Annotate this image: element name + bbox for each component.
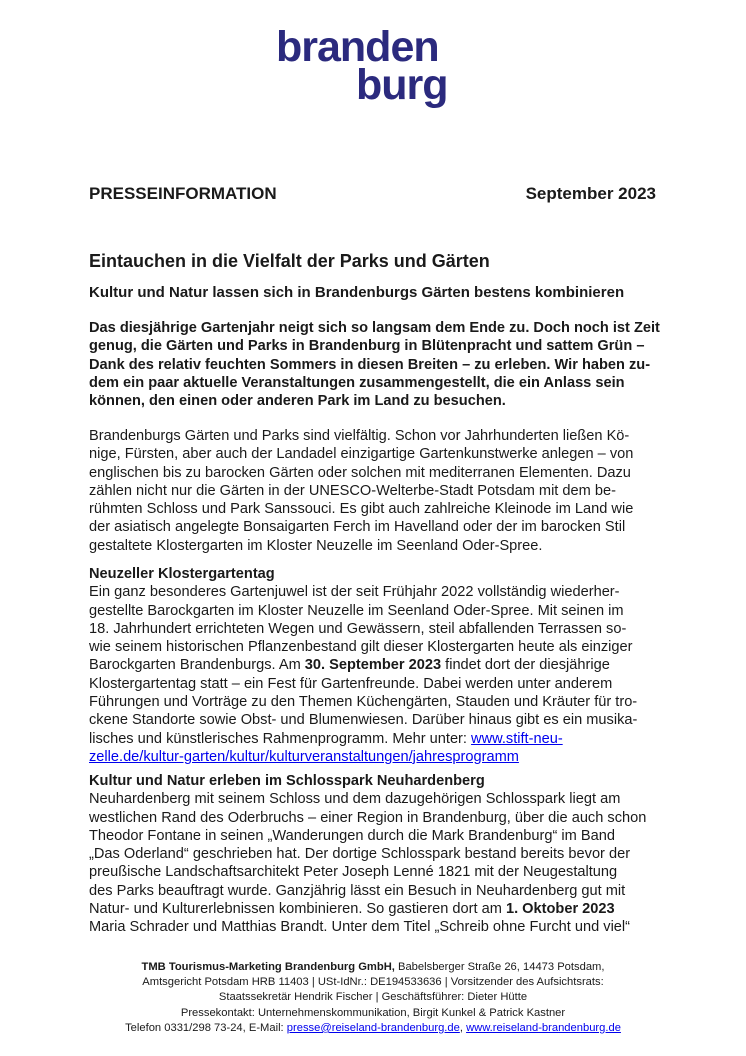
- text-line: [89, 500, 669, 518]
- body-paragraph: [89, 427, 669, 555]
- text-line: [0, 990, 746, 1005]
- text: 18. Jahrhundert errichteten Wegen und Gewässern, steil abfallenden Terrassen so-: [89, 620, 627, 637]
- text-line: [89, 918, 669, 936]
- text: Maria Schrader und Matthias Brandt. Unter dem Titel „Schreib ohne Furcht und viel“: [89, 919, 631, 936]
- text-line: [89, 620, 669, 638]
- brandenburg-logo: [276, 23, 448, 109]
- text: Brandenburgs Gärten und Parks sind vielfältig. Schon vor Jahrhunderten ließen Kö-: [89, 428, 630, 444]
- text-line: [89, 464, 669, 482]
- text-line: [89, 537, 669, 555]
- bold-text: genug, die Gärten und Parks in Brandenburg in Blütenpracht und sattem Grün –: [89, 338, 645, 355]
- text-line: [0, 1021, 746, 1036]
- text: ,: [459, 1021, 467, 1034]
- text: Neuhardenberg mit seinem Schloss und dem dazugehörigen Schlosspark liegt am: [89, 791, 621, 808]
- link[interactable]: presse@reiseland-brandenburg.de: [286, 1021, 460, 1034]
- text-line: [89, 790, 669, 808]
- text: gestaltete Klostergarten im Kloster Neuzelle im Seenland Oder-Spree.: [89, 537, 543, 554]
- text-line: [89, 845, 669, 863]
- text-line: [89, 319, 669, 337]
- text-line: [0, 1006, 746, 1021]
- text: zählen nicht nur die Gärten in der UNESCO-Welterbe-Stadt Potsdam mit dem be-: [89, 482, 616, 499]
- text-line: [89, 445, 669, 463]
- document-date: September 2023: [525, 184, 656, 203]
- text-line: [89, 482, 669, 500]
- text-line: [89, 772, 669, 790]
- text: nige, Fürsten, aber auch der Landadel einzigartige Gartenkunstwerke anlegen – von: [89, 446, 634, 463]
- text-line: [89, 827, 669, 845]
- bold-text: 30. September 2023: [304, 657, 442, 674]
- bold-text: dem ein paar aktuelle Veranstaltungen zusammengestellt, die ein Anlass sein: [89, 374, 625, 391]
- text-line: [89, 809, 669, 827]
- text: Barockgarten Brandenburgs. Am: [89, 657, 305, 674]
- logo-line-1: branden: [276, 23, 439, 71]
- text: westlichen Rand des Oderbruchs – einer Region in Brandenburg, über die auch schon: [89, 809, 647, 826]
- text: findet dort der diesjährige: [441, 657, 610, 674]
- text-line: [89, 748, 669, 766]
- text: Babelsberger Straße 26, 14473 Potsdam,: [394, 961, 605, 973]
- intro-paragraph: [89, 319, 669, 410]
- bold-text: 1. Oktober 2023: [505, 901, 615, 918]
- text-line: [89, 656, 669, 674]
- text: ckene Standorte sowie Obst- und Blumenwiesen. Darüber hinaus gibt es ein musika-: [89, 712, 638, 729]
- text: englischen bis zu barocken Gärten oder solchen mit mediterranen Elementen. Dazu: [89, 464, 631, 481]
- text-line: [89, 900, 669, 918]
- text-line: [89, 882, 669, 900]
- text-line: [89, 675, 669, 693]
- text-line: [89, 565, 669, 583]
- text: lisches und künstlerisches Rahmenprogramm. Mehr unter:: [89, 730, 472, 747]
- page-title: Eintauchen in die Vielfalt der Parks und Gärten: [89, 251, 490, 271]
- document-header: [89, 184, 656, 204]
- document-type: PRESSEINFORMATION: [89, 184, 277, 203]
- text: Ein ganz besonderes Gartenjuwel ist der seit Frühjahr 2022 vollständig wiederher-: [89, 584, 620, 601]
- bold-text: Das diesjährige Gartenjahr neigt sich so langsam dem Ende zu. Doch noch ist Zeit: [89, 320, 660, 336]
- text-line: [89, 711, 669, 729]
- text-line: [89, 356, 669, 374]
- text: Theodor Fontane in seinen „Wanderungen durch die Mark Brandenburg“ im Band: [89, 827, 615, 844]
- text-line: [89, 730, 669, 748]
- text-line: [89, 337, 669, 355]
- text-line: [89, 518, 669, 536]
- text-line: [89, 392, 669, 410]
- text: „Das Oderland“ geschrieben hat. Der dortige Schlosspark bestand bereits bevor der: [89, 846, 631, 863]
- text-line: [89, 427, 669, 445]
- section-klostergartentag: [89, 565, 669, 766]
- bold-text: Neuzeller Klostergartentag: [89, 566, 275, 582]
- text-line: [89, 863, 669, 881]
- text: wie seinem historischen Pflanzenbestand gilt dieser Klostergarten heute als einziger: [89, 639, 633, 656]
- text: rühmten Schloss und Park Sanssouci. Es gibt auch zahlreiche Kleinode im Land wie: [89, 501, 634, 518]
- text-line: [89, 602, 669, 620]
- text-line: [89, 583, 669, 601]
- text-line: [89, 638, 669, 656]
- bold-text: TMB Tourismus-Marketing Brandenburg GmbH,: [141, 961, 395, 973]
- section-neuhardenberg: [89, 772, 669, 937]
- text: Natur- und Kulturerlebnissen kombinieren. So gastieren dort am: [89, 901, 506, 918]
- text: Klostergartentag statt – ein Fest für Gartenfreunde. Dabei werden unter anderem: [89, 675, 613, 692]
- link[interactable]: www.stift-neu-: [471, 730, 563, 747]
- bold-text: Dank des relativ feuchten Sommers in diesen Breiten – zu erleben. Wir haben zu-: [89, 356, 651, 373]
- text: Amtsgericht Potsdam HRB 11403 | USt-IdNr.: DE194533636 | Vorsitzender des Aufsichtsrats:: [142, 976, 604, 989]
- link[interactable]: www.reiseland-brandenburg.de: [466, 1021, 621, 1034]
- link[interactable]: zelle.de/kultur-garten/kultur/kulturveranstaltungen/jahresprogramm: [89, 748, 519, 765]
- bold-text: Kultur und Natur erleben im Schlosspark Neuhardenberg: [89, 773, 485, 789]
- text: Staatssekretär Hendrik Fischer | Geschäftsführer: Dieter Hütte: [218, 991, 528, 1004]
- logo-line-2: burg: [356, 61, 448, 109]
- text: Pressekontakt: Unternehmenskommunikation, Birgit Kunkel & Patrick Kastner: [180, 1006, 566, 1019]
- text: gestellte Barockgarten im Kloster Neuzelle im Seenland Oder-Spree. Mit seinen im: [89, 602, 624, 619]
- text-line: [89, 693, 669, 711]
- text: Führungen und Vorträge zu den Themen Küchengärten, Stauden und Kräuter für tro-: [89, 694, 638, 711]
- text-line: [0, 975, 746, 990]
- text-line: [0, 960, 746, 975]
- text-line: [89, 374, 669, 392]
- text: der asiatisch angelegte Bonsaigarten Ferch im Havelland oder der im barocken Stil: [89, 519, 626, 536]
- text: preußische Landschaftsarchitekt Peter Joseph Lenné 1821 mit der Neugestaltung: [89, 864, 618, 881]
- text: des Parks beauftragt wurde. Ganzjährig lässt ein Besuch in Neuhardenberg gut mit: [89, 882, 626, 899]
- footer-imprint: [0, 960, 746, 1036]
- page-subtitle: Kultur und Natur lassen sich in Brandenburgs Gärten bestens kombinieren: [89, 284, 625, 301]
- bold-text: können, den einen oder anderen Park im Land zu besuchen.: [89, 393, 506, 410]
- text: Telefon 0331/298 73-24, E-Mail:: [125, 1021, 287, 1034]
